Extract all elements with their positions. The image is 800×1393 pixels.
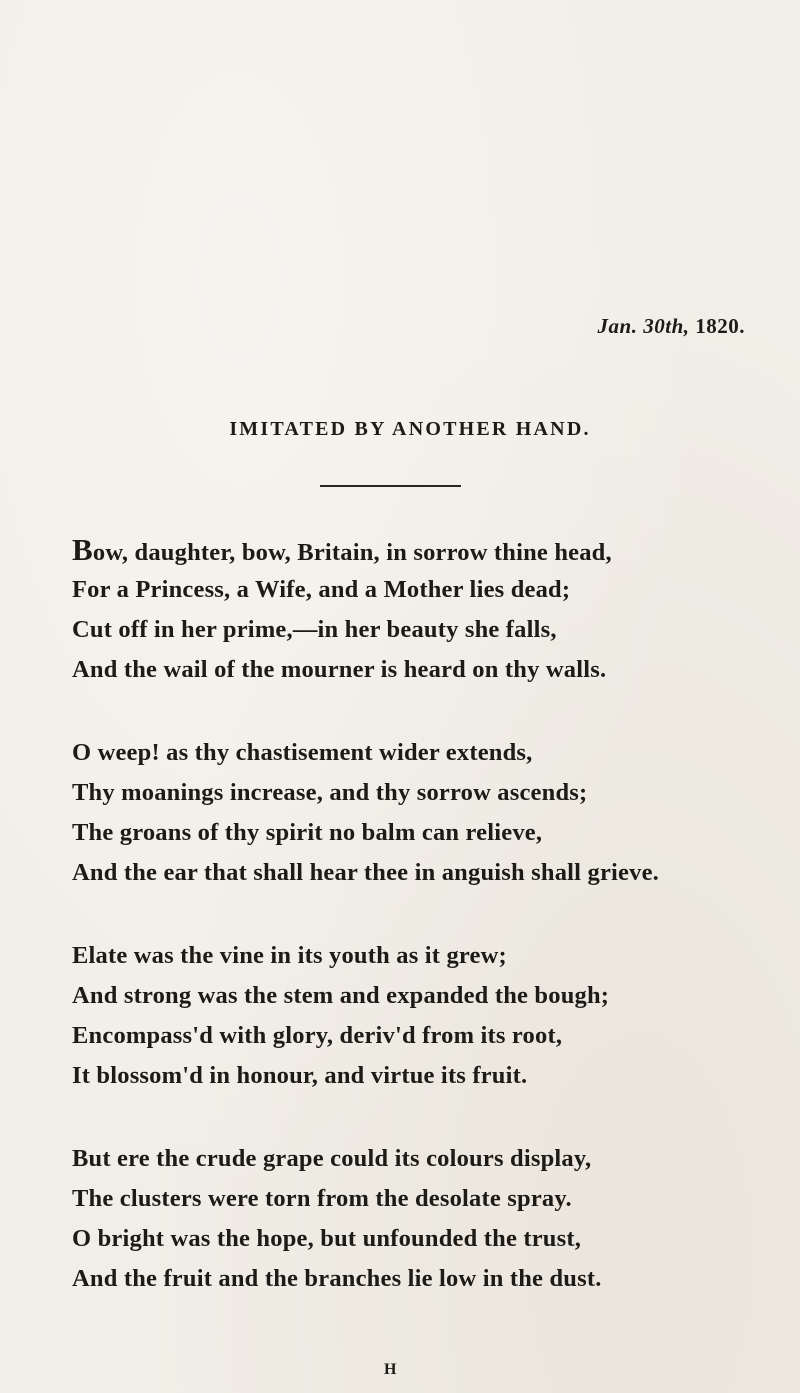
poem-line: And the ear that shall hear thee in anguish shall grieve. bbox=[72, 859, 659, 886]
poem-line: But ere the crude grape could its colours display, bbox=[72, 1145, 592, 1172]
poem-line: O bright was the hope, but unfounded the trust, bbox=[72, 1225, 582, 1252]
poem-line: O weep! as thy chastisement wider extends, bbox=[72, 739, 533, 766]
poem-line-first bbox=[72, 530, 772, 570]
stanza-3 bbox=[72, 936, 772, 1096]
signature-mark: H bbox=[384, 1361, 398, 1378]
poem-heading: IMITATED BY ANOTHER HAND. bbox=[229, 418, 591, 440]
poem-line: And the fruit and the branches lie low in the dust. bbox=[72, 1265, 602, 1292]
date-line bbox=[598, 314, 745, 339]
first-line-text: ow, daughter, bow, Britain, in sorrow thine head, bbox=[92, 539, 612, 566]
poem-line: Thy moanings increase, and thy sorrow ascends; bbox=[72, 779, 588, 806]
poem-line: It blossom'd in honour, and virtue its fruit. bbox=[72, 1062, 528, 1089]
stanza-1 bbox=[72, 530, 772, 690]
section-divider bbox=[320, 485, 461, 487]
date-day: 30th, bbox=[643, 314, 690, 338]
poem-line: Cut off in her prime,—in her beauty she falls, bbox=[72, 616, 557, 643]
date-month: Jan. bbox=[597, 314, 638, 338]
poem-line: And the wail of the mourner is heard on thy walls. bbox=[72, 656, 607, 683]
poem-line: The clusters were torn from the desolate spray. bbox=[72, 1185, 572, 1212]
poem-line: Encompass'd with glory, deriv'd from its root, bbox=[72, 1022, 563, 1049]
date-year: 1820. bbox=[695, 314, 745, 338]
poem-line: Elate was the vine in its youth as it grew; bbox=[72, 942, 507, 969]
drop-initial: B bbox=[72, 532, 93, 567]
poem-line: And strong was the stem and expanded the bough; bbox=[72, 982, 610, 1009]
stanza-2 bbox=[72, 733, 772, 893]
poem-body bbox=[72, 530, 772, 1342]
poem-line: The groans of thy spirit no balm can relieve, bbox=[72, 819, 543, 846]
poem-line: For a Princess, a Wife, and a Mother lies dead; bbox=[72, 576, 571, 603]
stanza-4 bbox=[72, 1139, 772, 1299]
